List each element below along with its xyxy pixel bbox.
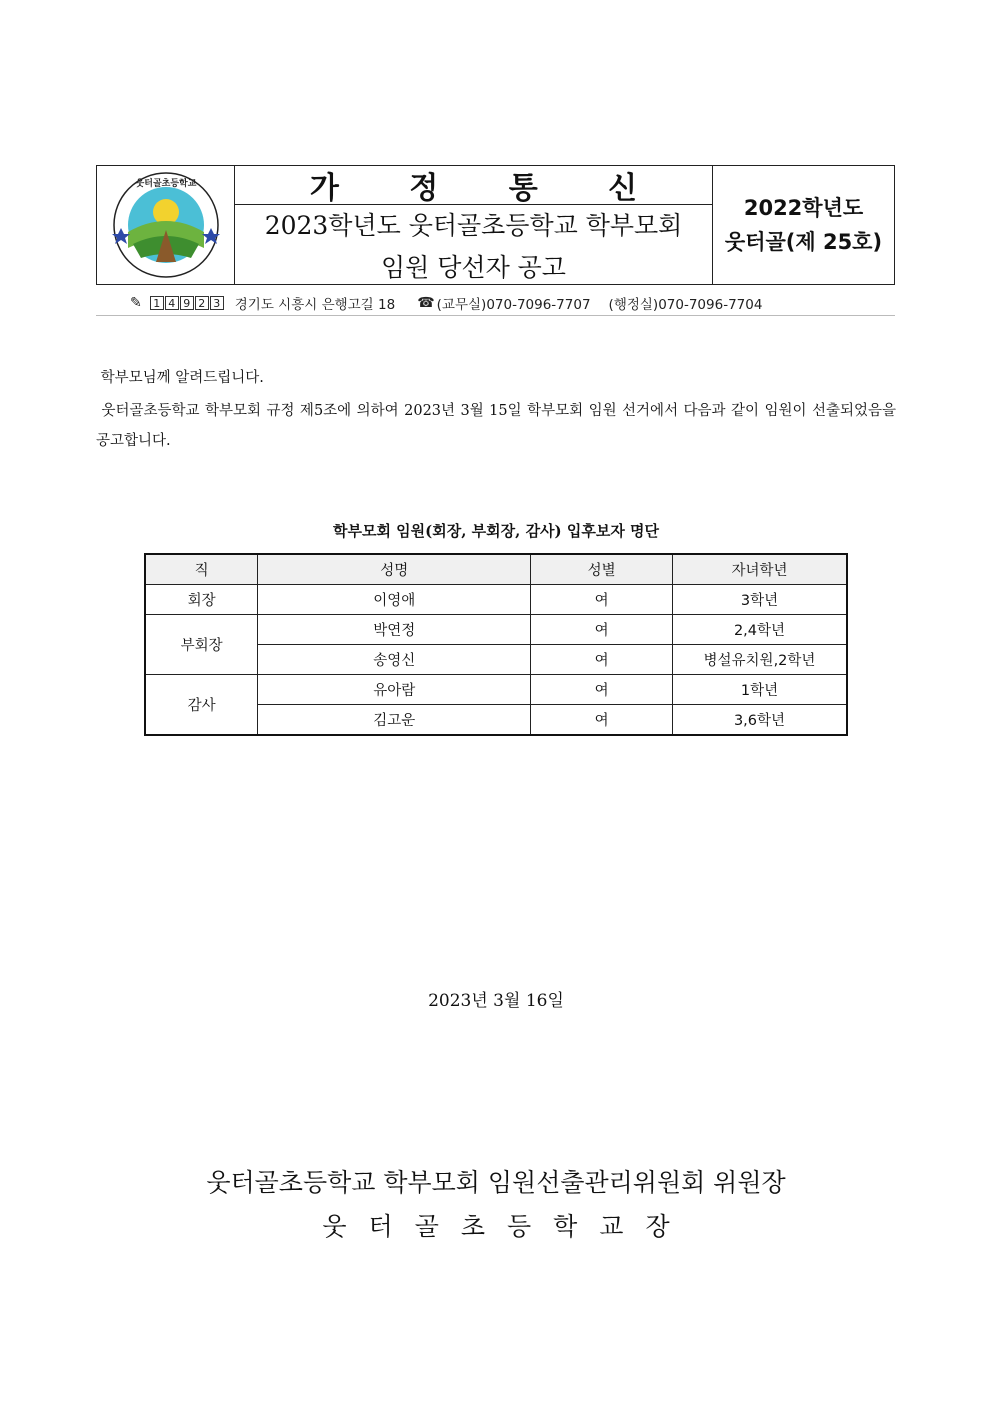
postal-code: 1 4 9 2 3 <box>150 296 225 310</box>
phone-office: (교무실)070-7096-7707 <box>436 296 591 313</box>
position-cell: 회장 <box>145 585 258 615</box>
phone-admin: (행정실)070-7096-7704 <box>608 296 763 313</box>
newsletter-title: 가 정 통 신 <box>235 166 712 205</box>
officers-table <box>144 553 848 736</box>
address-location: 경기도 시흥시 은행고길 18 <box>234 296 396 313</box>
column-header: 자녀학년 <box>672 554 847 585</box>
table-row <box>145 585 847 615</box>
grade-cell: 3학년 <box>672 585 847 615</box>
telephone-icon: ☎ <box>417 294 435 311</box>
name-cell: 송영신 <box>258 645 531 675</box>
table-row <box>145 615 847 645</box>
column-header: 성별 <box>531 554 673 585</box>
grade-cell: 3,6학년 <box>672 705 847 736</box>
notice-subtitle-line1: 2023학년도 웃터골초등학교 학부모회 <box>264 211 683 240</box>
name-cell: 김고운 <box>258 705 531 736</box>
column-header: 성명 <box>258 554 531 585</box>
greeting: 학부모님께 알려드립니다. <box>100 370 264 386</box>
address-line <box>96 290 895 316</box>
name-cell: 유아람 <box>258 675 531 705</box>
table-row <box>145 675 847 705</box>
gender-cell: 여 <box>531 615 673 645</box>
school-emblem-icon <box>111 170 221 280</box>
column-header: 직 <box>145 554 258 585</box>
issue-number: 웃터골(제 25호) <box>724 230 883 254</box>
pen-icon: ✎ <box>130 294 142 311</box>
name-cell: 박연정 <box>258 615 531 645</box>
grade-cell: 1학년 <box>672 675 847 705</box>
gender-cell: 여 <box>531 675 673 705</box>
notice-subtitle-line2: 임원 당선자 공고 <box>381 253 566 282</box>
gender-cell: 여 <box>531 705 673 736</box>
school-logo <box>97 166 235 284</box>
grade-cell: 병설유치원,2학년 <box>672 645 847 675</box>
newsletter-header <box>96 165 895 285</box>
svg-text:웃터골초등학교: 웃터골초등학교 <box>135 179 196 189</box>
signer-name: 웃터골초등학교장 <box>322 1212 692 1241</box>
notice-paragraph: 웃터골초등학교 학부모회 규정 제5조에 의하여 2023년 3월 15일 학부모회 임원 선거에서 다음과 같이 임원이 선출되었음을 공고합니다. <box>96 403 897 449</box>
table-title: 학부모회 임원(회장, 부회장, 감사) 입후보자 명단 <box>332 522 660 540</box>
notice-date: 2023년 3월 16일 <box>428 991 564 1011</box>
gender-cell: 여 <box>531 645 673 675</box>
signer-title: 웃터골초등학교 학부모회 임원선출관리위원회 위원장 <box>206 1168 786 1197</box>
position-cell: 감사 <box>145 675 258 736</box>
school-year: 2022학년도 <box>743 196 864 220</box>
grade-cell: 2,4학년 <box>672 615 847 645</box>
name-cell: 이영애 <box>258 585 531 615</box>
position-cell: 부회장 <box>145 615 258 675</box>
gender-cell: 여 <box>531 585 673 615</box>
table-header-row <box>145 554 847 585</box>
